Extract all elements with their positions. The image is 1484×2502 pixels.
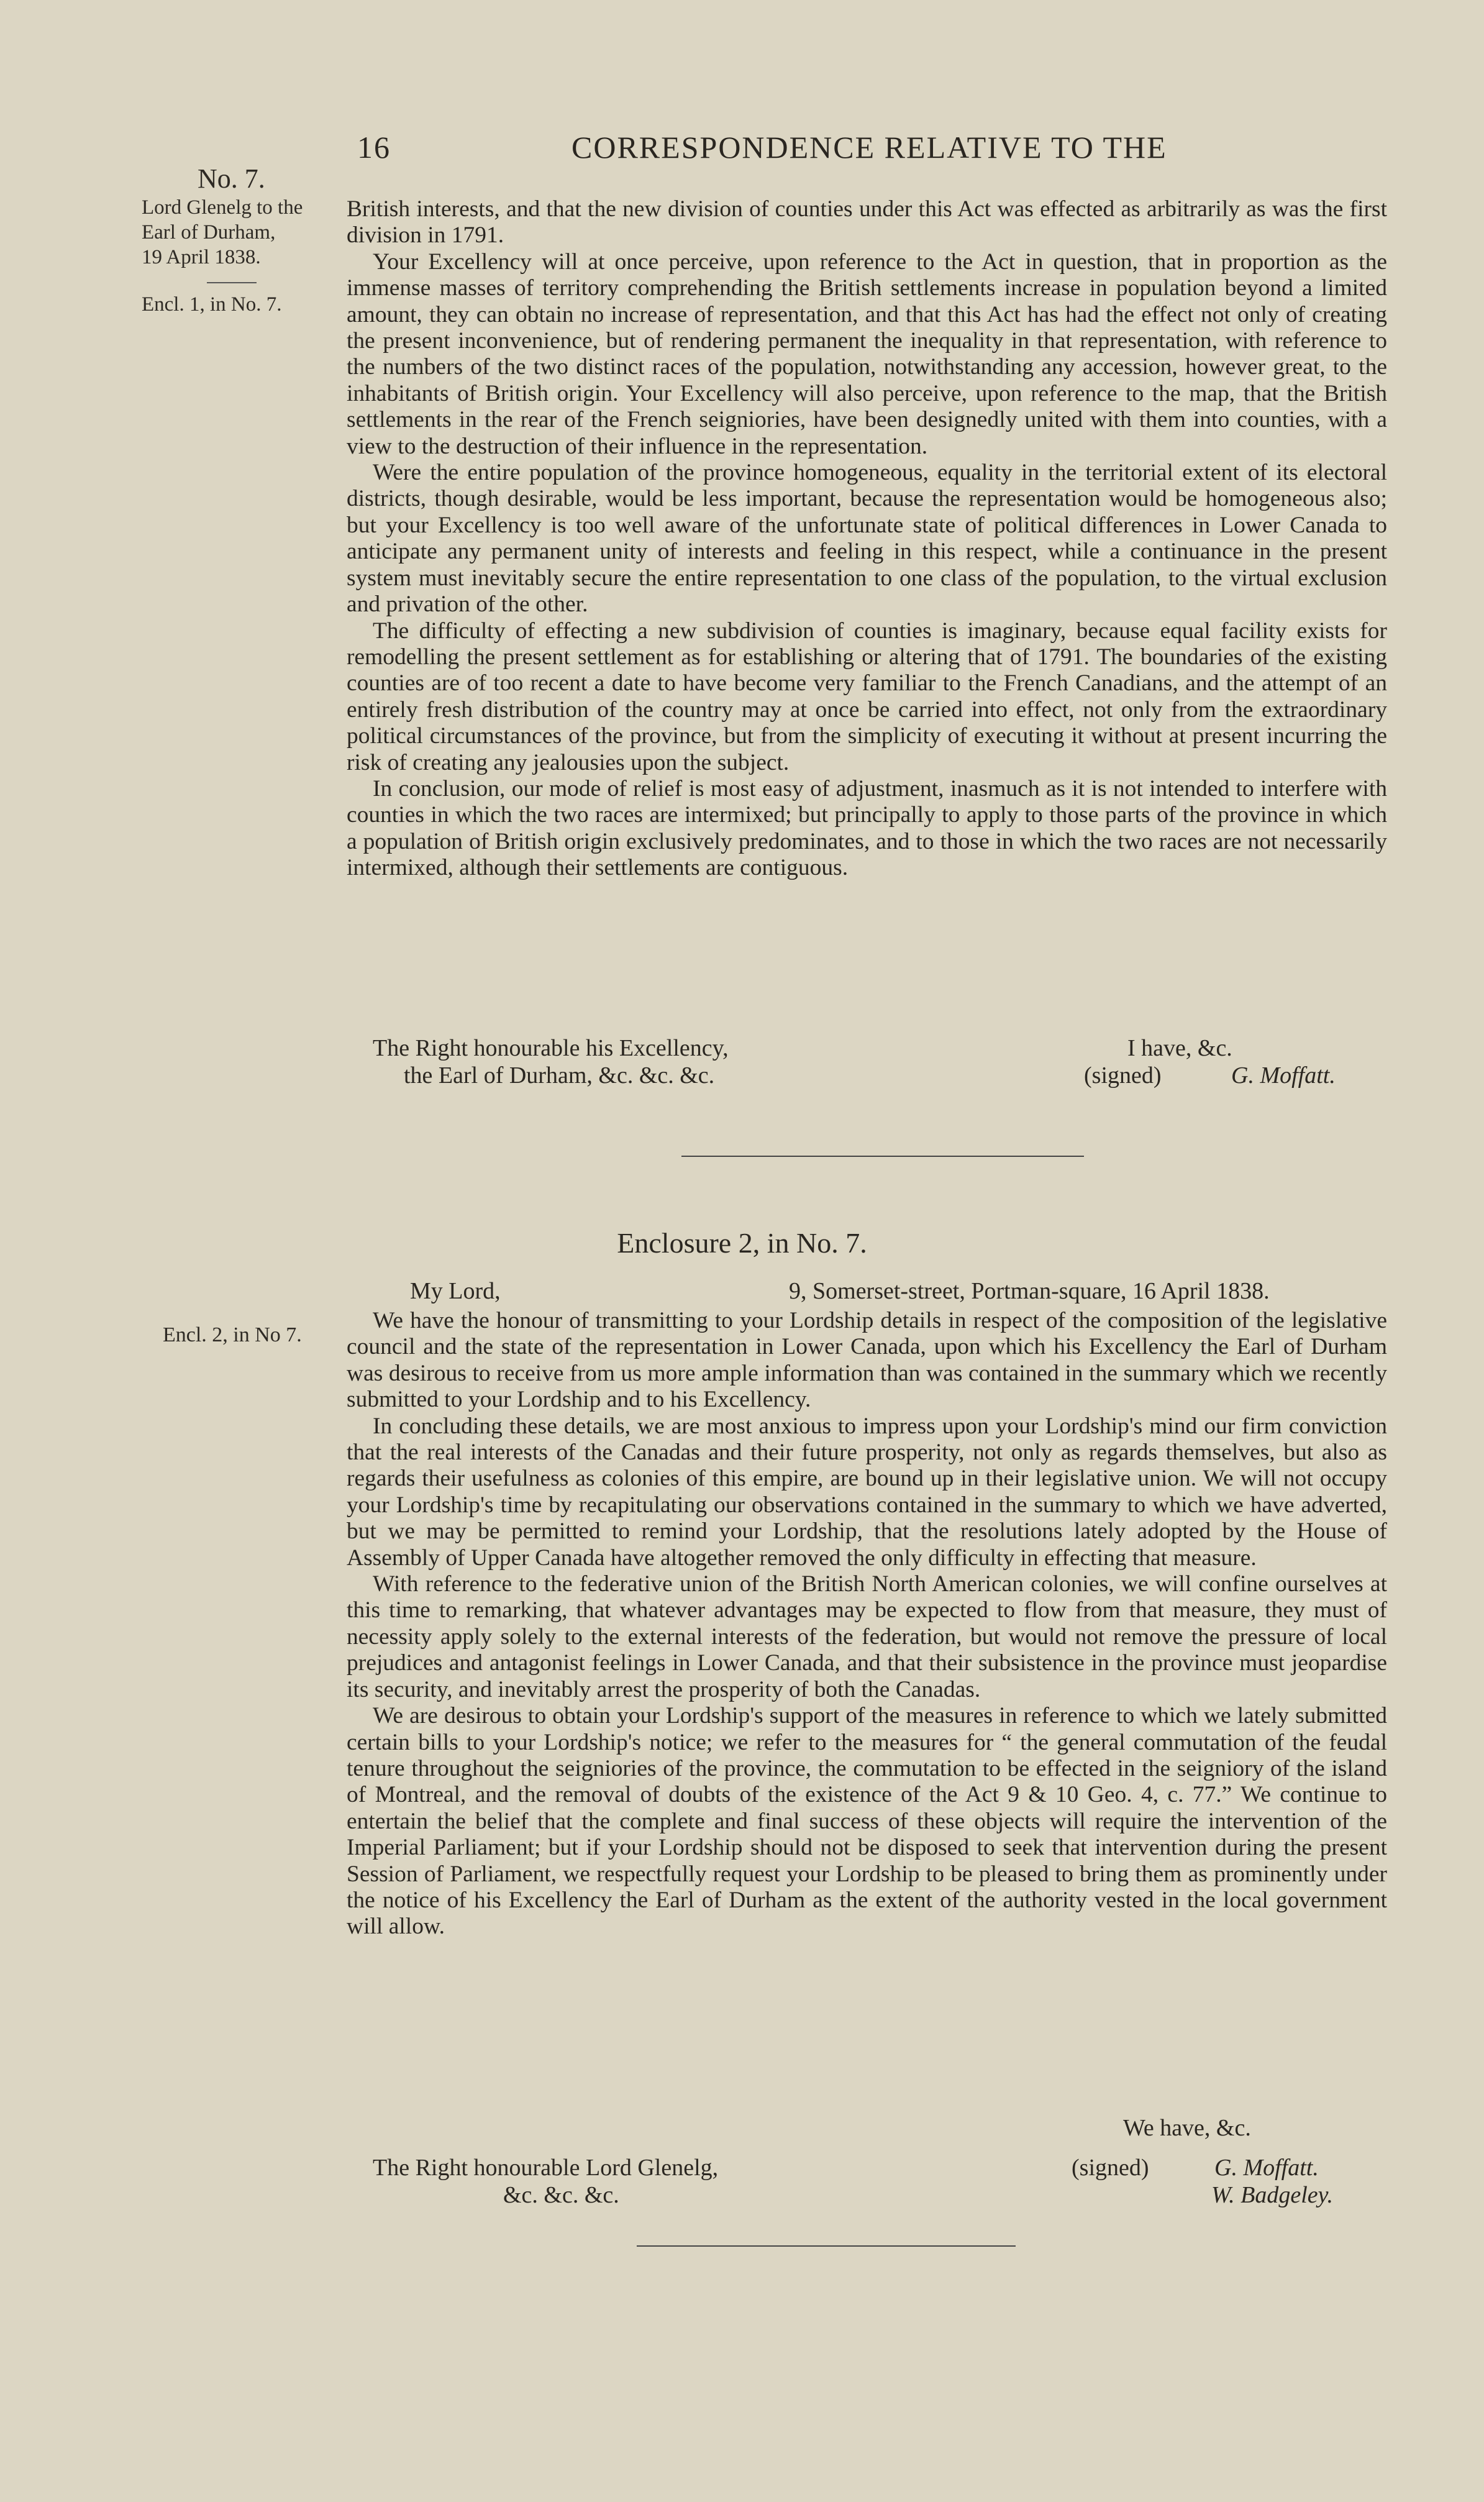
margin-no: No. 7. [198,163,265,194]
enclosure1-body [347,196,1387,882]
enclosure2-body [347,1308,1387,1940]
enclosure2-signature-1: G. Moffatt. [1214,2155,1319,2181]
enclosure1-paragraph: The difficulty of effecting a new subdivision of counties is imaginary, because equal facility exists for remodelling the present settlement as for establishing or altering that of 1791. The boundaries of the existing counties are of too recent a date to have become very familiar to the French Canadians, and the attempt of an entirely fresh distribution of the country may at once be carried into effect, not only from the extraordinary political circumstances of the province, but from the simplicity of executing it without at present incurring the risk of creating any jealousies upon the subject. [347,618,1387,775]
enclosure2-paragraph: We have the honour of transmitting to your Lordship details in respect of the composition of the legislative council and the state of the representation in Lower Canada, upon which his Excellency the Earl of Durham was desirous to receive from us more ample information than was contained in the summary which we recently submitted to your Lordship and to his Excellency. [347,1308,1387,1413]
enclosure1-signed: (signed) [1084,1062,1162,1089]
enclosure2-addressee-2: &c. &c. &c. [503,2182,619,2208]
enclosure1-signature: G. Moffatt. [1231,1062,1336,1089]
enclosure2-paragraph: We are desirous to obtain your Lordship's support of the measures in reference to which we lately submitted certain bills to your Lordship's notice; we refer to the measures for “ the general commutation of the feudal tenure throughout the seigniories of the province, the commutation to be effected in the seigniory of the island of Montreal, and the removal of doubts of the existence of the Act 9 & 10 Geo. 4, c. 77.” We continue to entertain the belief that the complete and final success of these objects will require the intervention of the Imperial Parliament; but if your Lordship should not be disposed to seek that intervention during the present Session of Parliament, we respectfully request your Lordship to be pleased to bring them as prominently under the notice of his Excellency the Earl of Durham as the extent of the authority vested in the local government will allow. [347,1703,1387,1940]
enclosure2-closing: We have, &c. [1123,2115,1251,2141]
enclosure1-addressee-2: the Earl of Durham, &c. &c. &c. [404,1062,715,1089]
running-title: CORRESPONDENCE RELATIVE TO THE [571,130,1167,165]
enclosure1-paragraph: Your Excellency will at once perceive, upon reference to the Act in question, that in proportion as the immense masses of territory comprehending the British settlements increase in population beyond a limited amount, they can obtain no increase of representation, and that this Act has had the effect not only of creating the present inconvenience, but of rendering permanent the inequality in that representation, with reference to the numbers of the two distinct races of the population, notwithstanding any accession, however great, to the inhabitants of British origin. Your Excellency will also perceive, upon reference to the map, that the British settlements in the rear of the French seigniories, have been designedly united with them into counties, with a view to the destruction of their influence in the representation. [347,249,1387,459]
margin-note-top [142,163,303,317]
enclosure1-paragraph: Were the entire population of the province homogeneous, equality in the territorial extent of its electoral districts, though desirable, would be less important, because the representation would be homogeneous also; but your Excellency is too well aware of the unfortunate state of political differences in Lower Canada to anticipate any permanent unity of interests and feeling in this respect, while a continuance in the present system must inevitably secure the entire representation to one class of the population, to the virtual exclusion and privation of the other. [347,460,1387,618]
enclosure2-paragraph: In concluding these details, we are most anxious to impress upon your Lordship's mind our firm conviction that the real interests of the Canadas and their future prosperity, not only as regards themselves, but also as regards their usefulness as colonies of this empire, are bound up in their legislative union. We will not occupy your Lordship's time by recapitulating our observations contained in the summary to which we have adverted, but we may be permitted to remind your Lordship, that the resolutions lately adopted by the House of Assembly of Upper Canada have altogether removed the only difficulty in effecting that measure. [347,1413,1387,1571]
page-header [357,129,1190,167]
enclosure2-signature-2: W. Badgeley. [1211,2182,1333,2208]
margin-encl2: Encl. 2, in No 7. [163,1323,302,1346]
margin-rule [207,282,257,283]
margin-line3: 19 April 1838. [142,246,261,268]
enclosure1-paragraph: British interests, and that the new division of counties under this Act was effected as arbitrarily as was the first division in 1791. [347,196,1387,249]
enclosure2-addressee-1: The Right honourable Lord Glenelg, [373,2155,719,2181]
section-divider [681,1156,1084,1157]
enclosure1-paragraph: In conclusion, our mode of relief is most easy of adjustment, inasmuch as it is not intended to interfere with counties in which the two races are intermixed; but principally to apply to those parts of the province in which a population of British origin exclusively predominates, and to those in which the two races are not necessarily intermixed, although their settlements are contiguous. [347,775,1387,881]
page-number: 16 [357,130,391,165]
enclosure2-paragraph: With reference to the federative union of the British North American colonies, we will confine ourselves at this time to remarking, that whatever advantages may be expected to flow from that measure, they must of necessity apply solely to the external interests of the federation, but would not remove the pressure of local prejudices and antagonist feelings in Lower Canada, and that their subsistence in the province must jeopardise its security, and inevitably arrest the prosperity of both the Canadas. [347,1571,1387,1702]
letter-address-date: 9, Somerset-street, Portman-square, 16 April 1838. [789,1278,1270,1304]
enclosure1-addressee-1: The Right honourable his Excellency, [373,1035,729,1061]
margin-encl1: Encl. 1, in No. 7. [142,293,282,316]
margin-line1: Lord Glenelg to the [142,196,303,219]
salutation: My Lord, [410,1278,501,1304]
enclosure2-signed: (signed) [1072,2155,1149,2181]
end-divider [637,2245,1016,2247]
enclosure1-closing: I have, &c. [1127,1035,1232,1061]
margin-line2: Earl of Durham, [142,221,276,244]
enclosure2-title: Enclosure 2, in No. 7. [617,1227,867,1259]
